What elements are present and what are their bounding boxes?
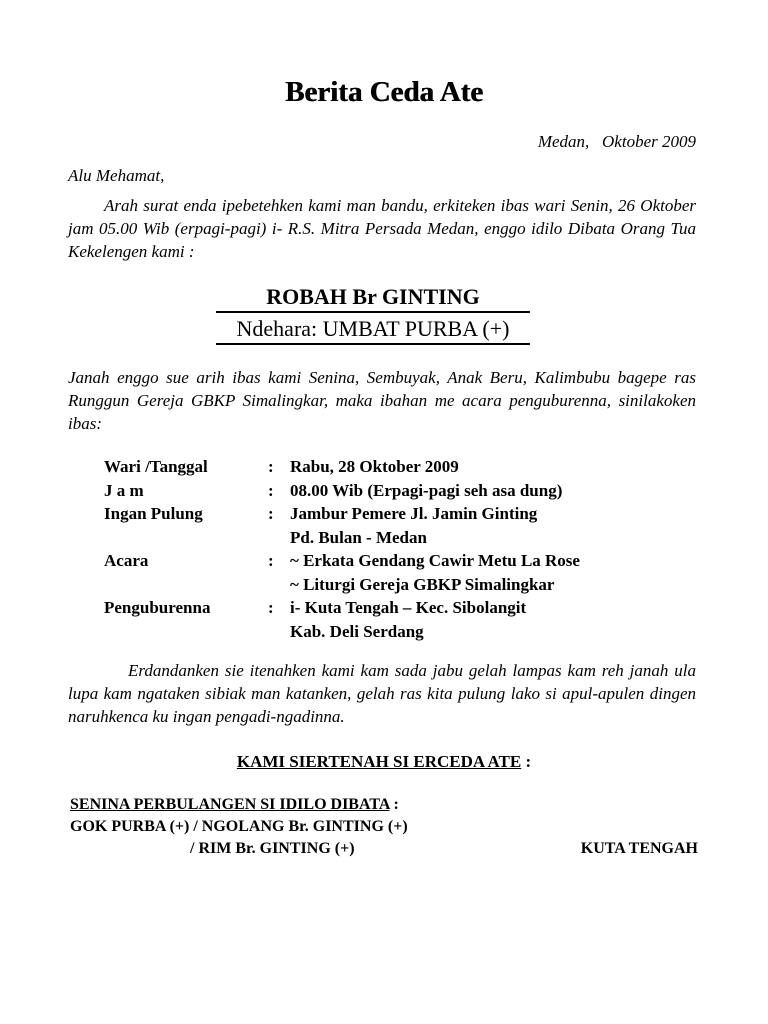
arrangement-paragraph: Janah enggo sue arih ibas kami Senina, Sembuyak, Anak Beru, Kalimbubu bagepe ras Runggun Gereja GBKP Simalingkar, maka ibahan me acara penguburenna, sinilakoken ibas:	[68, 368, 696, 433]
detail-row	[104, 526, 580, 550]
detail-colon	[268, 573, 290, 597]
detail-value: i- Kuta Tengah – Kec. Sibolangit	[290, 598, 527, 617]
detail-row	[104, 479, 580, 503]
detail-value: Rabu, 28 Oktober 2009	[290, 457, 459, 476]
detail-label: Penguburenna	[104, 598, 211, 617]
family-heading-text: KAMI SIERTENAH SI ERCEDA ATE	[236, 752, 522, 771]
detail-colon: :	[268, 457, 274, 476]
greeting: Alu Mehamat,	[68, 166, 165, 185]
detail-colon	[268, 526, 290, 550]
senina-heading-colon: :	[389, 796, 399, 813]
senina-heading-text: SENINA PERBULANGEN SI IDILO DIBATA	[70, 796, 390, 813]
detail-value: 08.00 Wib (Erpagi-pagi seh asa dung)	[290, 480, 563, 500]
family-heading	[0, 750, 768, 774]
detail-value: ~ Erkata Gendang Cawir Metu La Rose	[290, 551, 580, 570]
detail-label	[104, 573, 268, 597]
intro-paragraph: Arah surat enda ipebetehken kami man bandu, erkiteken ibas wari Senin, 26 Oktober jam 05.00 Wib (erpagi-pagi) i- R.S. Mitra Persada Medan, enggo idilo Dibata Orang Tua Kekelengen kami :	[68, 196, 696, 261]
detail-value: Jambur Pemere Jl. Jamin Ginting	[290, 504, 538, 523]
spouse-line: Ndehara: UMBAT PURBA (+)	[216, 315, 530, 345]
detail-row	[104, 549, 580, 573]
detail-row	[104, 620, 580, 644]
detail-colon: :	[268, 504, 274, 523]
page-title: Berita Ceda Ate	[284, 76, 484, 108]
invitation-paragraph: Erdandanken sie itenahken kami kam sada jabu gelah lampas kam reh janah ula lupa kam ngataken sibiak man katanken, gelah ras kita pulung lako si apul-apulen dingen naruhkenca ku ingan pengadi-ngadinna.	[68, 661, 696, 726]
detail-label	[104, 620, 268, 644]
place-name: KUTA TENGAH	[580, 840, 698, 857]
senina-heading	[70, 794, 399, 816]
detail-value: ~ Liturgi Gereja GBKP Simalingkar	[290, 574, 555, 594]
detail-value: Kab. Deli Serdang	[290, 621, 424, 641]
deceased-name: ROBAH Br GINTING	[216, 283, 530, 313]
detail-row	[104, 596, 580, 620]
detail-label: Ingan Pulung	[104, 504, 203, 523]
detail-row	[104, 573, 580, 597]
detail-row	[104, 455, 580, 479]
detail-colon: :	[268, 598, 274, 617]
detail-colon: :	[268, 480, 274, 500]
detail-label	[104, 526, 268, 550]
detail-colon: :	[268, 551, 274, 570]
detail-label: Acara	[104, 551, 149, 570]
family-line-1: GOK PURBA (+) / NGOLANG Br. GINTING (+)	[70, 818, 408, 835]
detail-label: J a m	[104, 480, 144, 500]
family-line-2: / RIM Br. GINTING (+)	[190, 840, 355, 857]
detail-colon	[268, 620, 290, 644]
date-line: Medan, Oktober 2009	[537, 132, 696, 151]
event-details	[104, 455, 580, 643]
family-heading-colon: :	[521, 752, 532, 771]
detail-label: Wari /Tanggal	[104, 457, 208, 476]
detail-value: Pd. Bulan - Medan	[290, 527, 427, 547]
detail-row	[104, 502, 580, 526]
